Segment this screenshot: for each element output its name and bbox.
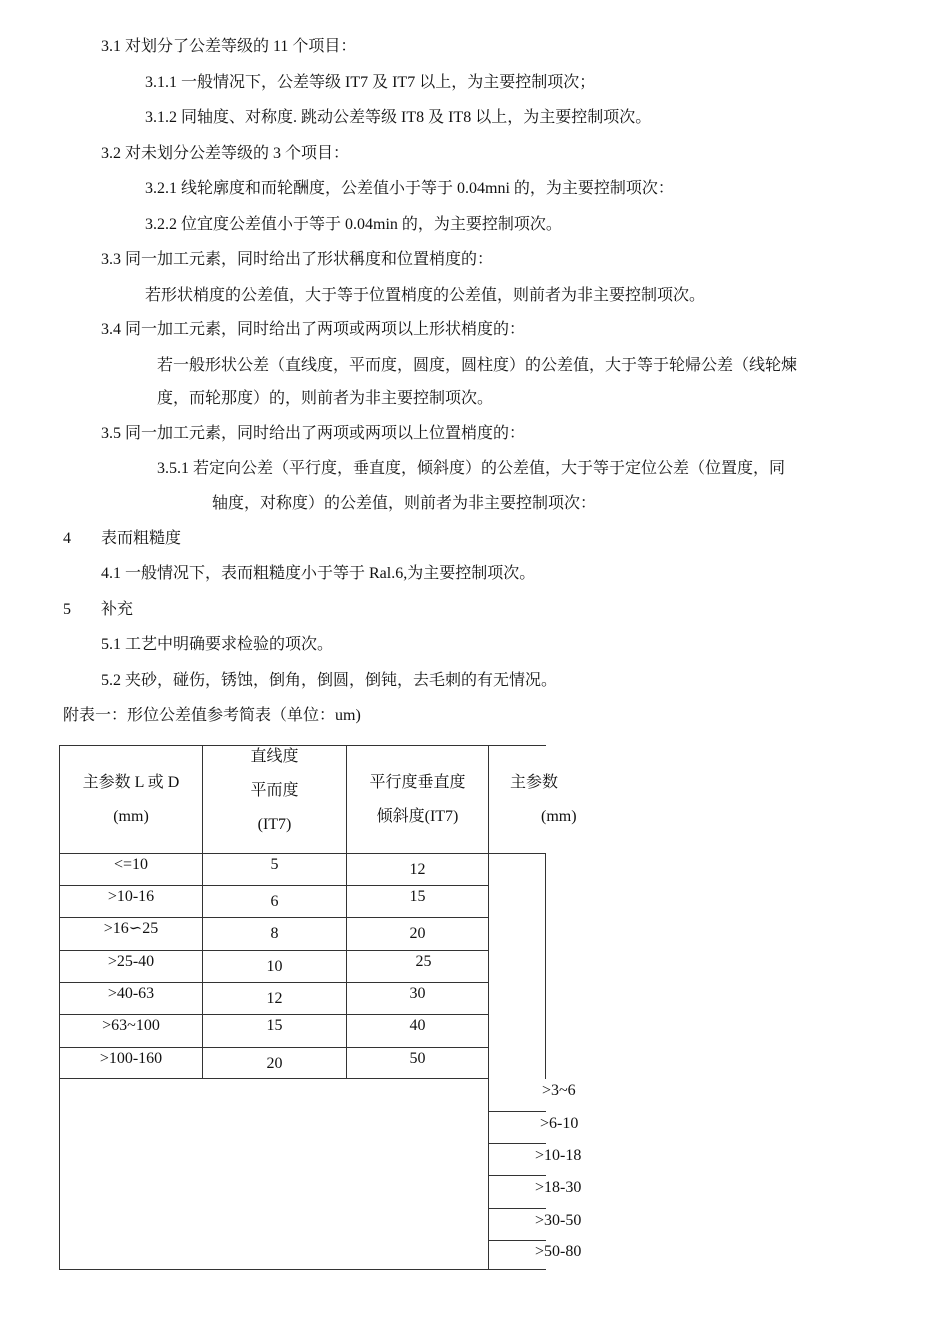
row-param: >100-160 xyxy=(99,1050,163,1067)
right-param-cell: >6-10 xyxy=(540,1115,579,1132)
header-param-label-right: 主参数 xyxy=(510,774,559,791)
section-5-title: 补充 xyxy=(101,601,134,618)
section-4-title: 表而粗糙度 xyxy=(101,530,182,547)
para-3-3-text: 若形状梢度的公差值，大于等于位置梢度的公差值，则前者为非主要控制项次。 xyxy=(145,287,706,304)
row-param: >25-40 xyxy=(107,953,155,970)
row-straightness: 5 xyxy=(270,856,279,873)
row-straightness: 15 xyxy=(266,1017,283,1034)
appendix-title: 附表一：形位公差值参考简表（单位：um) xyxy=(63,707,361,724)
para-3-3: 3.3 同一加工元素，同时给出了形状稱度和位置梢度的： xyxy=(101,251,494,268)
row-straightness: 8 xyxy=(270,925,279,942)
row-parallelism: 50 xyxy=(409,1050,426,1067)
para-5-1: 5.1 工艺中明确要求检验的项次。 xyxy=(101,636,334,653)
para-3-1: 3.1 对划分了公差等级的 11 个项目： xyxy=(101,38,357,55)
para-4-1: 4.1 一般情况下，表而粗糙度小于等于 Ral.6,为主要控制项次。 xyxy=(101,565,536,582)
right-param-cell: >18-30 xyxy=(535,1179,582,1196)
para-5-2: 5.2 夹砂，碰伤，锈蚀，倒角，倒圆，倒钝，去毛刺的有无情况。 xyxy=(101,672,558,689)
row-param: >63~100 xyxy=(102,1017,160,1034)
header-flatness: 平而度 xyxy=(250,782,299,799)
para-3-4: 3.4 同一加工元素，同时给出了两项或两项以上形状梢度的： xyxy=(101,321,526,338)
section-5-number: 5 xyxy=(63,601,71,618)
para-3-1-1: 3.1.1 一般情况下，公差等级 IT7 及 IT7 以上，为主要控制项次； xyxy=(145,74,596,91)
row-param: >16∽25 xyxy=(103,920,159,937)
para-3-2-1: 3.2.1 线轮廓度和而轮酬度，公差值小于等于 0.04mni 的，为主要控制项次： xyxy=(145,180,674,197)
para-3-2: 3.2 对未划分公差等级的 3 个项目： xyxy=(101,145,350,162)
right-param-cell: >30-50 xyxy=(535,1212,582,1229)
para-3-5: 3.5 同一加工元素，同时给出了两项或两项以上位置梢度的： xyxy=(101,425,526,442)
header-inclination: 倾斜度(IT7) xyxy=(376,808,459,825)
para-3-4-text-2: 度，而轮那度）的，则前者为非主要控制项次。 xyxy=(157,390,494,407)
para-3-4-text-1: 若一般形状公差（直线度，平而度，圆度，圆柱度）的公差值，大于等于轮帰公差（线轮煉 xyxy=(157,357,798,374)
row-straightness: 12 xyxy=(266,990,283,1007)
right-param-cell: >50-80 xyxy=(535,1243,582,1260)
right-param-cell: >3~6 xyxy=(542,1082,576,1099)
header-param-unit: (mm) xyxy=(113,808,149,825)
para-3-5-1-line-2: 轴度，对称度）的公差值，则前者为非主要控制项次： xyxy=(212,495,597,512)
para-3-5-1-line-1: 3.5.1 若定向公差（平行度，垂直度，倾斜度）的公差值，大于等于定位公差（位置度，同 xyxy=(157,460,786,477)
section-4-number: 4 xyxy=(63,530,71,547)
row-parallelism: 25 xyxy=(415,953,432,970)
header-param-unit-right: (mm) xyxy=(541,808,577,825)
row-parallelism: 12 xyxy=(409,861,426,878)
row-param: <=10 xyxy=(113,856,149,873)
header-param-label: 主参数 L 或 D xyxy=(82,774,180,791)
header-straightness: 直线度 xyxy=(250,748,299,765)
row-parallelism: 15 xyxy=(409,888,426,905)
header-it7-grade: (IT7) xyxy=(257,816,292,833)
row-param: >10-16 xyxy=(107,888,155,905)
header-parallelism: 平行度垂直度 xyxy=(369,774,466,791)
row-straightness: 10 xyxy=(266,958,283,975)
row-parallelism: 20 xyxy=(409,925,426,942)
row-parallelism: 40 xyxy=(409,1017,426,1034)
row-straightness: 20 xyxy=(266,1055,283,1072)
right-param-cell: >10-18 xyxy=(535,1147,582,1164)
para-3-2-2: 3.2.2 位宜度公差值小于等于 0.04min 的，为主要控制项次。 xyxy=(145,216,562,233)
row-parallelism: 30 xyxy=(409,985,426,1002)
para-3-1-2: 3.1.2 同轴度、对称度. 跳动公差等级 IT8 及 IT8 以上，为主要控制项次。 xyxy=(145,109,652,126)
row-param: >40-63 xyxy=(107,985,155,1002)
row-straightness: 6 xyxy=(270,893,279,910)
